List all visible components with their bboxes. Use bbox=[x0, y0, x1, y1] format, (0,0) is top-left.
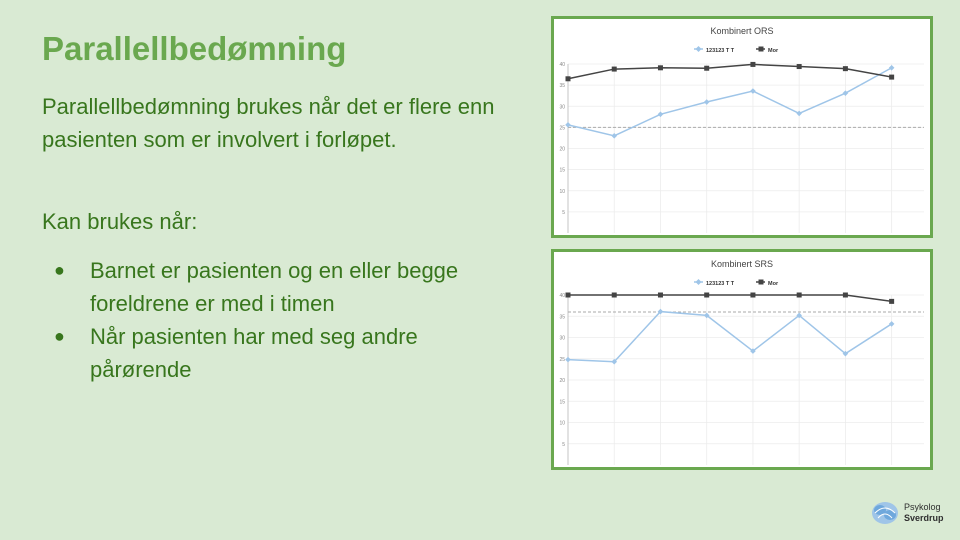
legend-marker bbox=[759, 47, 764, 52]
tick-label: 20 bbox=[559, 146, 565, 153]
srs-chart-frame bbox=[551, 249, 933, 470]
data-point bbox=[796, 111, 802, 117]
tick-label: 20 bbox=[559, 378, 565, 384]
chart-title: Kombinert ORS bbox=[710, 26, 774, 36]
data-point bbox=[704, 66, 709, 71]
data-point bbox=[704, 99, 710, 105]
legend-label: 123123 T T bbox=[706, 281, 735, 287]
tick-label: 40 bbox=[559, 62, 565, 68]
data-point bbox=[889, 65, 895, 71]
data-point bbox=[797, 64, 802, 69]
legend-label: 123123 T T bbox=[706, 48, 735, 54]
data-point bbox=[704, 293, 709, 298]
data-point bbox=[843, 293, 848, 298]
list-item-text: Barnet er pasienten og en eller begge foreldrene er med i timen bbox=[90, 258, 459, 316]
data-point bbox=[797, 293, 802, 298]
bullet-icon: ● bbox=[54, 260, 65, 280]
brain-icon bbox=[870, 498, 900, 528]
tick-label: 25 bbox=[559, 125, 565, 132]
slide-title: Parallellbedømning bbox=[42, 30, 347, 67]
srs-chart bbox=[554, 252, 930, 467]
usage-heading: Kan brukes når: bbox=[42, 209, 198, 234]
data-point bbox=[612, 293, 617, 298]
tick-label: 10 bbox=[559, 420, 565, 427]
data-point bbox=[566, 293, 571, 298]
company-logo bbox=[870, 498, 950, 528]
data-point bbox=[565, 122, 571, 128]
data-point bbox=[889, 299, 894, 304]
tick-label: 35 bbox=[559, 83, 565, 90]
ors-chart-frame bbox=[551, 16, 933, 238]
data-point bbox=[611, 133, 617, 139]
tick-label: 15 bbox=[559, 399, 565, 406]
list-item-text: Når pasienten har med seg andre pårørende bbox=[90, 324, 418, 382]
data-point bbox=[658, 293, 663, 298]
data-point bbox=[750, 293, 755, 298]
logo-line-2: Sverdrup bbox=[904, 513, 944, 523]
data-point bbox=[843, 90, 849, 96]
data-point bbox=[750, 62, 755, 67]
data-point bbox=[658, 65, 663, 70]
ors-chart bbox=[554, 19, 930, 235]
usage-list bbox=[42, 254, 512, 386]
data-point bbox=[612, 67, 617, 72]
tick-label: 30 bbox=[559, 335, 565, 342]
tick-label: 5 bbox=[562, 441, 565, 448]
legend-marker bbox=[696, 46, 702, 52]
bullet-icon: ● bbox=[54, 326, 65, 346]
tick-label: 15 bbox=[559, 167, 565, 174]
tick-label: 35 bbox=[559, 314, 565, 321]
tick-label: 10 bbox=[559, 188, 565, 195]
chart-title: Kombinert SRS bbox=[710, 259, 774, 269]
data-point bbox=[750, 88, 756, 94]
tick-label: 40 bbox=[559, 293, 565, 299]
list-item bbox=[42, 320, 512, 386]
series-line bbox=[568, 68, 892, 136]
tick-label: 5 bbox=[562, 209, 565, 216]
data-point bbox=[843, 66, 848, 71]
legend-marker bbox=[759, 280, 764, 285]
data-point bbox=[658, 111, 664, 117]
tick-label: 25 bbox=[559, 356, 565, 363]
legend-marker bbox=[696, 279, 702, 285]
legend-label: Mor bbox=[768, 281, 779, 287]
series-line bbox=[568, 312, 892, 362]
data-point bbox=[889, 75, 894, 80]
intro-paragraph: Parallellbedømning brukes når det er flere enn pasienten som er involvert i forløpet. bbox=[42, 94, 495, 152]
logo-line-1: Psykolog bbox=[904, 502, 941, 512]
list-item bbox=[42, 254, 512, 320]
legend-label: Mor bbox=[768, 48, 779, 54]
data-point bbox=[565, 357, 571, 363]
data-point bbox=[566, 76, 571, 81]
tick-label: 30 bbox=[559, 104, 565, 111]
